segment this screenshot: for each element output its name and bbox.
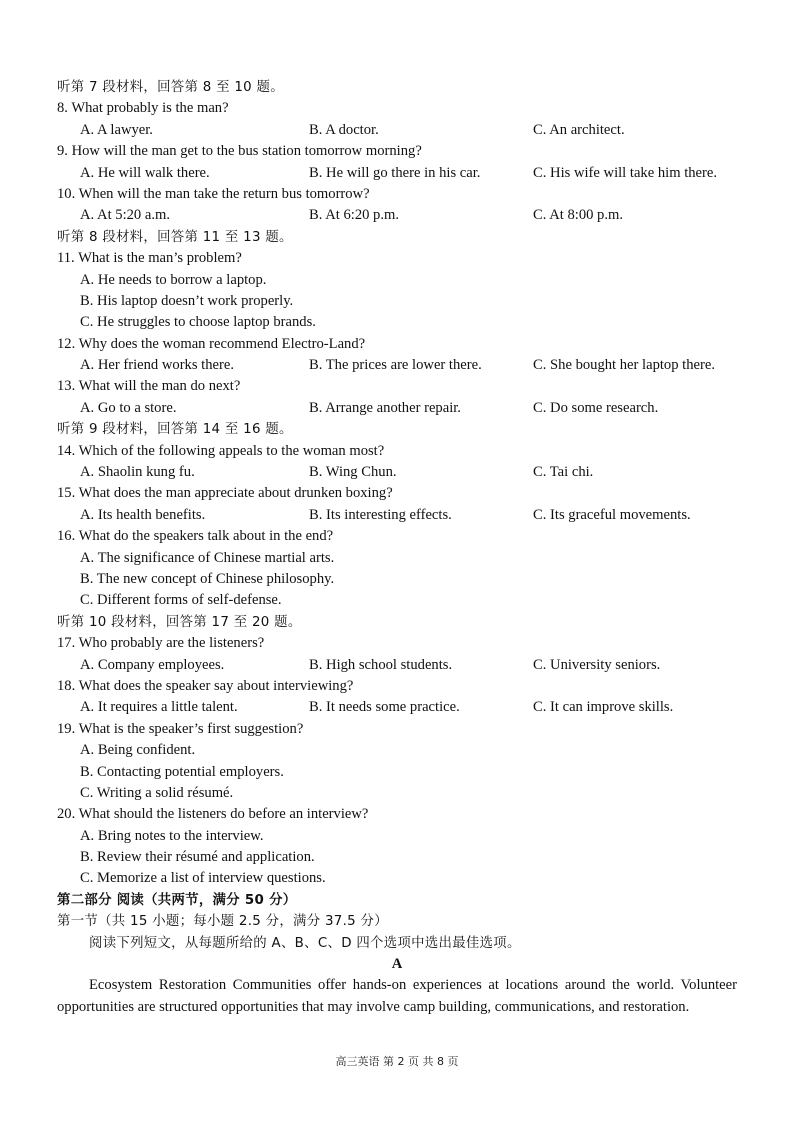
- option-c: C. Writing a solid résumé.: [80, 784, 234, 801]
- part-two-title: 第二部分 阅读（共两节，满分 50 分）: [57, 892, 297, 908]
- options-17: [57, 655, 737, 676]
- passage-paragraph: Ecosystem Restoration Communities offer hands-on experiences at locations around the world. Volunteer opportunities are structured opportunities that may involve camp building, communications, and restoration.: [57, 977, 737, 1015]
- option-b: B. His laptop doesn’t work properly.: [80, 292, 294, 309]
- section-header-7: 听第 7 段材料，回答第 8 至 10 题。: [57, 80, 284, 95]
- question-18: 18. What does the speaker say about interviewing?: [57, 677, 354, 694]
- option-c: C. University seniors.: [533, 656, 661, 673]
- section-header-8: 听第 8 段材料，回答第 11 至 13 题。: [57, 229, 293, 245]
- option-b: B. The new concept of Chinese philosophy.: [80, 570, 335, 587]
- question-8: 8. What probably is the man?: [57, 100, 229, 117]
- question-10: 10. When will the man take the return bus tomorrow?: [57, 185, 370, 202]
- option-a: A. It requires a little talent.: [80, 699, 238, 716]
- question-13: 13. What will the man do next?: [57, 378, 241, 395]
- option-a: A. Go to a store.: [80, 399, 177, 416]
- option-b: B. At 6:20 p.m.: [309, 207, 400, 224]
- option-a: A. Bring notes to the interview.: [80, 827, 264, 844]
- option-c: C. At 8:00 p.m.: [533, 207, 624, 224]
- option-a: A. A lawyer.: [80, 121, 153, 138]
- options-18: [57, 697, 737, 718]
- option-b: B. Review their résumé and application.: [80, 849, 315, 866]
- section-header-9: 听第 9 段材料，回答第 14 至 16 题。: [57, 422, 293, 438]
- option-a: A. Company employees.: [80, 656, 225, 673]
- option-a: A. Its health benefits.: [80, 506, 206, 523]
- option-c: C. It can improve skills.: [533, 699, 674, 716]
- option-b: B. It needs some practice.: [309, 699, 460, 716]
- option-c: C. Memorize a list of interview questions.: [80, 870, 326, 887]
- options-13: [57, 398, 737, 419]
- option-a: A. At 5:20 a.m.: [80, 207, 170, 224]
- question-14: 14. Which of the following appeals to the woman most?: [57, 442, 385, 459]
- options-8: [57, 120, 737, 141]
- question-15: 15. What does the man appreciate about drunken boxing?: [57, 485, 393, 502]
- passage-label: A: [391, 956, 403, 973]
- option-c: C. He struggles to choose laptop brands.: [80, 314, 316, 331]
- question-16: 16. What do the speakers talk about in the end?: [57, 528, 334, 545]
- options-9: [57, 163, 737, 184]
- section-one-title: 第一节（共 15 小题；每小题 2.5 分，满分 37.5 分）: [57, 914, 388, 930]
- option-c: C. She bought her laptop there.: [533, 357, 715, 374]
- question-19: 19. What is the speaker’s first suggestion?: [57, 720, 304, 737]
- options-12: [57, 355, 737, 376]
- section-header-10: 听第 10 段材料，回答第 17 至 20 题。: [57, 614, 302, 630]
- option-a: A. The significance of Chinese martial arts.: [80, 549, 335, 566]
- option-c: C. Tai chi.: [533, 464, 594, 481]
- option-c: C. Different forms of self-defense.: [80, 592, 282, 609]
- option-c: C. Do some research.: [533, 399, 659, 416]
- option-a: A. Being confident.: [80, 742, 196, 759]
- option-b: B. Contacting potential employers.: [80, 763, 284, 780]
- page-footer: 高三英语 第 2 页 共 8 页: [335, 1055, 459, 1068]
- option-a: A. Shaolin kung fu.: [80, 464, 195, 481]
- question-12: 12. Why does the woman recommend Electro-Land?: [57, 335, 366, 352]
- option-b: B. Arrange another repair.: [309, 399, 461, 416]
- option-b: B. A doctor.: [309, 121, 379, 138]
- question-17: 17. Who probably are the listeners?: [57, 635, 265, 652]
- option-a: A. He will walk there.: [80, 164, 210, 181]
- option-b: B. Wing Chun.: [309, 464, 397, 481]
- exam-page: [57, 77, 737, 1018]
- question-9: 9. How will the man get to the bus station tomorrow morning?: [57, 143, 422, 160]
- reading-instruction: 阅读下列短文，从每题所给的 A、B、C、D 四个选项中选出最佳选项。: [89, 935, 521, 951]
- option-c: C. Its graceful movements.: [533, 506, 691, 523]
- option-b: B. He will go there in his car.: [309, 164, 481, 181]
- option-c: C. His wife will take him there.: [533, 164, 718, 181]
- options-14: [57, 462, 737, 483]
- option-a: A. He needs to borrow a laptop.: [80, 271, 267, 288]
- option-a: A. Her friend works there.: [80, 357, 234, 374]
- options-10: [57, 205, 737, 226]
- question-11: 11. What is the man’s problem?: [57, 250, 242, 267]
- option-b: B. Its interesting effects.: [309, 506, 452, 523]
- question-20: 20. What should the listeners do before an interview?: [57, 806, 369, 823]
- option-b: B. High school students.: [309, 656, 453, 673]
- options-15: [57, 505, 737, 526]
- option-c: C. An architect.: [533, 121, 625, 138]
- option-b: B. The prices are lower there.: [309, 357, 482, 374]
